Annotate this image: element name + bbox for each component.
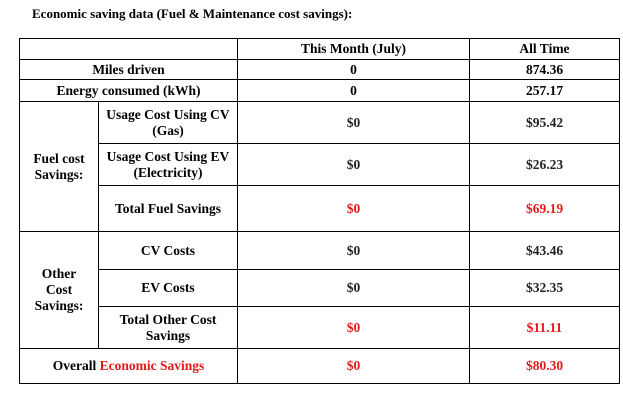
cv-costs-month: $0 [238,232,470,270]
usage-cost-cv-label [99,102,238,144]
overall-label-prefix: Overall [52,358,97,373]
document-title: Economic saving data (Fuel & Maintenance cost savings): [32,6,353,21]
other-savings-group-label [20,232,99,349]
row-usage-cost-cv [20,102,620,144]
overall-economic-savings-all-time: $80.30 [470,349,620,384]
usage-cost-ev-month: $0 [238,144,470,186]
row-total-fuel-savings [20,186,620,232]
total-other-cost-savings-month: $0 [238,307,470,349]
row-energy-consumed [20,80,620,102]
usage-cost-cv-month: $0 [238,102,470,144]
usage-cost-ev-label-line1: Usage Cost Using EV [106,148,230,164]
fuel-group-label-line2: Savings: [34,166,84,182]
other-group-label-line2: Cost [45,282,73,297]
miles-driven-all-time: 874.36 [470,60,620,80]
usage-cost-ev-label [99,144,238,186]
row-usage-cost-ev [20,144,620,186]
fuel-savings-group-label [20,102,99,232]
row-miles-driven [20,60,620,80]
row-cv-costs [20,232,620,270]
usage-cost-cv-label-line1: Usage Cost Using CV [106,106,230,122]
energy-consumed-all-time: 257.17 [470,80,620,102]
energy-consumed-month: 0 [238,80,470,102]
economic-savings-table [19,38,620,384]
overall-economic-savings-label [20,349,238,384]
header-blank-cell [20,39,238,60]
total-fuel-savings-month: $0 [238,186,470,232]
usage-cost-ev-label-line2: (Electricity) [133,164,203,180]
total-other-cost-savings-label [99,307,238,349]
ev-costs-month: $0 [238,270,470,307]
other-group-label-line3: Savings: [34,298,84,313]
ev-costs-all-time: $32.35 [470,270,620,307]
header-all-time: All Time [470,39,620,60]
other-group-label-line1: Other [41,266,77,281]
miles-driven-label: Miles driven [20,60,238,80]
usage-cost-ev-all-time: $26.23 [470,144,620,186]
usage-cost-cv-all-time: $95.42 [470,102,620,144]
cv-costs-all-time: $43.46 [470,232,620,270]
energy-consumed-label: Energy consumed (kWh) [20,80,238,102]
total-other-label-line1: Total Other Cost [119,311,217,327]
miles-driven-month: 0 [238,60,470,80]
usage-cost-cv-label-line2: (Gas) [152,122,184,138]
total-fuel-savings-all-time: $69.19 [470,186,620,232]
total-other-label-line2: Savings [145,327,191,343]
ev-costs-label: EV Costs [99,270,238,307]
overall-economic-savings-month: $0 [238,349,470,384]
row-total-other-cost-savings [20,307,620,349]
overall-label-highlight: Economic Savings [99,358,205,373]
row-ev-costs [20,270,620,307]
fuel-group-label-line1: Fuel cost [33,150,85,166]
total-other-cost-savings-all-time: $11.11 [470,307,620,349]
row-overall-economic-savings [20,349,620,384]
table-header-row [20,39,620,60]
total-fuel-savings-label: Total Fuel Savings [99,186,238,232]
cv-costs-label: CV Costs [99,232,238,270]
header-this-month: This Month (July) [238,39,470,60]
